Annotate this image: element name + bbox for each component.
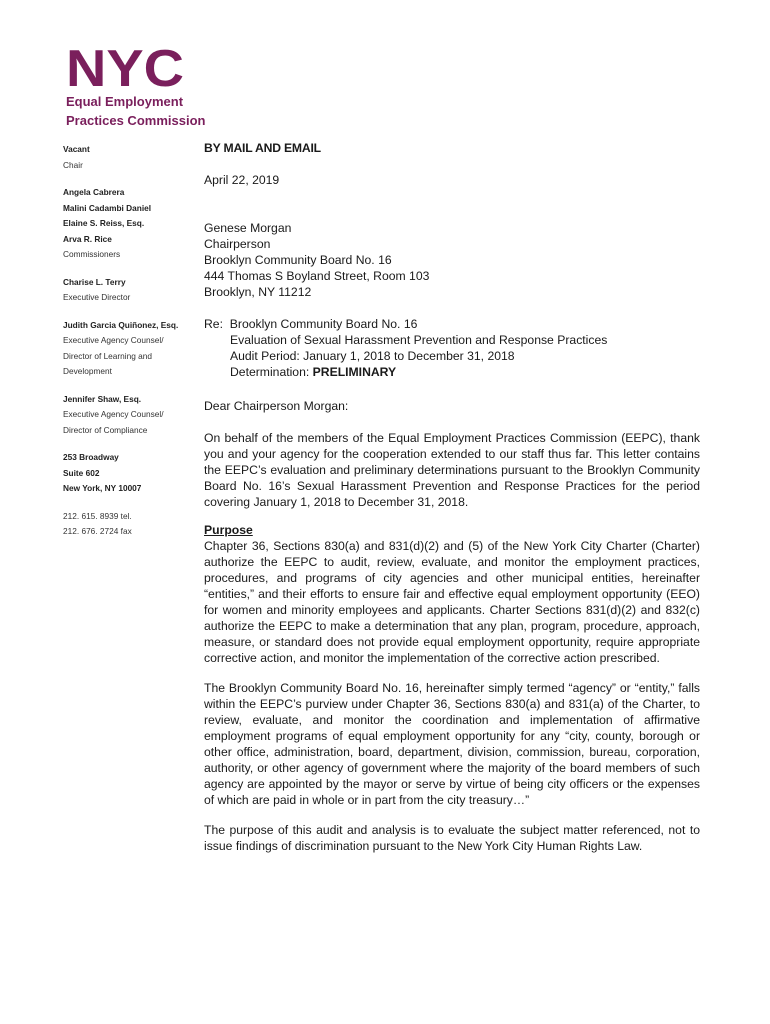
- contact-block: [63, 509, 203, 540]
- commissioner-name: Elaine S. Reiss, Esq.: [63, 218, 145, 228]
- determination-value: PRELIMINARY: [312, 365, 397, 379]
- chair-block: [63, 142, 203, 173]
- eepc-logo: [66, 46, 206, 128]
- counsel-learning-role: Executive Agency Counsel/: [63, 335, 164, 345]
- counsel-learning-role: Director of Learning and: [63, 350, 153, 361]
- recipient-address: [204, 220, 429, 300]
- purpose-paragraph: The purpose of this audit and analysis is to evaluate the subject matter referenced, not to issue findings of discrimination pursuant to the New York City Human Rights Law.: [204, 823, 700, 853]
- chair-role: Chair: [63, 159, 83, 170]
- purpose-paragraph: The Brooklyn Community Board No. 16, hereinafter simply termed “agency” or “entity,” falls within the EEPC’s purview under Chapter 36, Sections 830(a) and 831(a) of the Charter, to review, evaluate, and monitor the coordination and implementation of affirmative employment programs of equal employment opportunity for any “city, county, borough or other office, administration, board, department, division, commission, bureau, corporation, authority, or other agency of government where the majority of the board members of such agency are appointed by the mayor or serve by virtue of being city officers or the expenses of which are paid in whole or in part from the city treasury…”: [204, 681, 700, 807]
- purpose-heading: Purpose: [204, 523, 253, 537]
- salutation: Dear Chairperson Morgan:: [204, 399, 349, 413]
- executive-director-block: [63, 275, 203, 306]
- logo-name-line-1: Equal Employment: [66, 94, 184, 109]
- purpose-paragraph: Chapter 36, Sections 830(a) and 831(d)(2) and (5) of the New York City Charter (Charter) authorize the EEPC to audit, review, evaluate, and monitor the employment practices, procedures, and programs of city agencies and other municipal entities, hereinafter “entities,” and their efforts to ensure fair and effective equal employment opportunity (EEO) for women and minority employees and applicants. Charter Sections 831(d)(2) and 832(c) authorize the EEPC to make a determination that any plan, program, procedure, approach, measure, or standard does not provide equal employment opportunity, require appropriate corrective action, and monitor the implementation of the corrective action prescribed.: [204, 539, 700, 665]
- recipient-line: Brooklyn Community Board No. 16: [204, 253, 392, 267]
- phone-number: 212. 615. 8939 tel.: [63, 510, 132, 521]
- commissioner-name: Arva R. Rice: [63, 233, 112, 244]
- nyc-logo-mark: [66, 46, 186, 90]
- re-line: Brooklyn Community Board No. 16: [229, 317, 418, 331]
- purpose-section: [204, 522, 700, 854]
- subject-block: [204, 316, 700, 380]
- counsel-compliance-block: [63, 392, 203, 439]
- recipient-line: Genese Morgan: [204, 221, 292, 235]
- delivery-method: BY MAIL AND EMAIL: [204, 141, 321, 155]
- executive-director-name: Charise L. Terry: [63, 276, 126, 287]
- fax-number: 212. 676. 2724 fax: [63, 526, 132, 536]
- re-line: Evaluation of Sexual Harassment Prevention and Response Practices: [230, 333, 608, 347]
- letter-date: April 22, 2019: [204, 173, 280, 187]
- re-line: Audit Period: January 1, 2018 to December 31, 2018: [230, 349, 515, 363]
- executive-director-role: Executive Director: [63, 292, 131, 302]
- counsel-compliance-role: Executive Agency Counsel/: [63, 409, 164, 419]
- office-address-block: [63, 450, 203, 497]
- counsel-compliance-role: Director of Compliance: [63, 424, 148, 435]
- re-label: Re:: [204, 317, 223, 331]
- commissioner-name: Malini Cadambi Daniel: [63, 202, 152, 213]
- office-address-line: 253 Broadway: [63, 452, 119, 462]
- commissioner-name: Angela Cabrera: [63, 187, 125, 197]
- logo-name-line-2: Practices Commission: [66, 113, 206, 128]
- office-address-line: New York, NY 10007: [63, 483, 142, 493]
- counsel-learning-role: Development: [63, 366, 112, 376]
- intro-paragraph: On behalf of the members of the Equal Employment Practices Commission (EEPC), thank you and your agency for the cooperation extended to our staff thus far. This letter contains the EEPC’s evaluation and preliminary determinations pursuant to the Brooklyn Community Board No. 16’s Sexual Harassment Prevention and Response Practices for the period covering January 1, 2018 to December 31, 2018.: [204, 431, 700, 509]
- letter-content: [204, 430, 700, 868]
- recipient-line: 444 Thomas S Boyland Street, Room 103: [204, 269, 430, 283]
- determination-label: Determination:: [230, 365, 313, 379]
- commissioners-role: Commissioners: [63, 249, 121, 259]
- counsel-compliance-name: Jennifer Shaw, Esq.: [63, 393, 142, 404]
- office-address-line: Suite 602: [63, 467, 100, 478]
- nyc-logo-text: NYC: [66, 46, 184, 90]
- counsel-learning-block: [63, 318, 203, 380]
- counsel-learning-name: Judith Garcia Quiñonez, Esq.: [63, 319, 179, 330]
- letterhead-sidebar: [63, 142, 203, 552]
- recipient-line: Brooklyn, NY 11212: [204, 285, 312, 299]
- chair-name: Vacant: [63, 144, 90, 154]
- recipient-line: Chairperson: [204, 237, 271, 251]
- commissioners-block: [63, 185, 203, 263]
